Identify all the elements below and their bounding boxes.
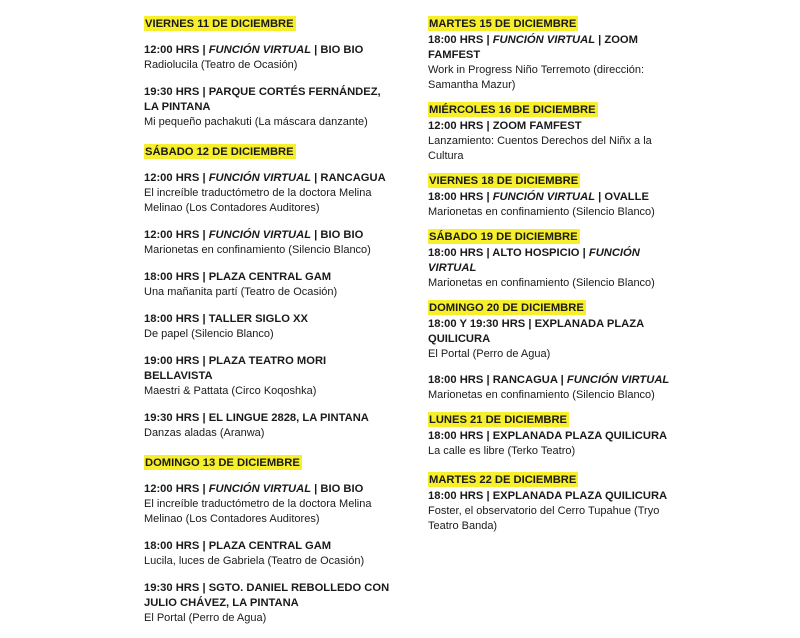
event-item xyxy=(144,539,394,569)
day-heading: VIERNES 11 DE DICIEMBRE xyxy=(145,18,294,30)
day-block xyxy=(428,227,678,291)
event-item xyxy=(428,119,678,164)
event-description: Radiolucila (Teatro de Ocasión) xyxy=(144,59,298,71)
event-time-location: 18:00 Y 19:30 HRS | EXPLANADA PLAZA QUILICURA xyxy=(428,318,644,345)
event-time-location: 18:00 HRS | ALTO HOSPICIO | FUNCIÓN VIRTUAL xyxy=(428,247,640,274)
event-time-location: 12:00 HRS | ZOOM FAMFEST xyxy=(428,120,582,132)
event-item xyxy=(144,270,394,300)
event-description: Maestri & Pattata (Circo Koqoshka) xyxy=(144,385,317,397)
event-time-location: 18:00 HRS | EXPLANADA PLAZA QUILICURA xyxy=(428,430,668,442)
day-heading: DOMINGO 13 DE DICIEMBRE xyxy=(145,457,300,469)
event-description: La calle es libre (Terko Teatro) xyxy=(428,445,576,457)
event-item xyxy=(428,317,678,362)
event-description: Marionetas en confinamiento (Silencio Blanco) xyxy=(428,206,655,218)
day-block xyxy=(428,171,678,220)
day-block xyxy=(428,14,678,93)
event-time-location: 18:00 HRS | RANCAGUA | FUNCIÓN VIRTUAL xyxy=(428,374,670,386)
event-description: De papel (Silencio Blanco) xyxy=(144,328,274,340)
day-block xyxy=(428,470,678,534)
event-description: Una mañanita partí (Teatro de Ocasión) xyxy=(144,286,338,298)
event-item xyxy=(144,411,394,441)
event-item xyxy=(428,489,678,534)
day-block xyxy=(428,100,678,164)
event-time-location: 18:00 HRS | PLAZA CENTRAL GAM xyxy=(144,271,332,283)
event-description: Lanzamiento: Cuentos Derechos del Niñx a la Cultura xyxy=(428,135,652,162)
event-time-location: 12:00 HRS | FUNCIÓN VIRTUAL | BIO BIO xyxy=(144,483,364,495)
event-time-location: 19:00 HRS | PLAZA TEATRO MORI BELLAVISTA xyxy=(144,355,327,382)
day-heading: SÁBADO 19 DE DICIEMBRE xyxy=(429,231,578,243)
event-item xyxy=(144,85,394,130)
event-time-location: 18:00 HRS | PLAZA CENTRAL GAM xyxy=(144,540,332,552)
day-heading: MIÉRCOLES 16 DE DICIEMBRE xyxy=(429,104,596,116)
event-item xyxy=(144,43,394,73)
event-time-location: 18:00 HRS | EXPLANADA PLAZA QUILICURA xyxy=(428,490,668,502)
event-time-location: 12:00 HRS | FUNCIÓN VIRTUAL | BIO BIO xyxy=(144,44,364,56)
event-description: Danzas aladas (Aranwa) xyxy=(144,427,265,439)
day-heading: DOMINGO 20 DE DICIEMBRE xyxy=(429,302,584,314)
schedule-column-right xyxy=(428,14,678,541)
day-heading: MARTES 15 DE DICIEMBRE xyxy=(429,18,577,30)
event-item xyxy=(144,581,394,626)
day-heading: MARTES 22 DE DICIEMBRE xyxy=(429,474,577,486)
event-item xyxy=(144,354,394,399)
event-description: El increíble traductómetro de la doctora Melina Melinao (Los Contadores Auditores) xyxy=(144,187,372,214)
event-item xyxy=(428,33,678,93)
event-time-location: 19:30 HRS | SGTO. DANIEL REBOLLEDO CON JULIO CHÁVEZ, LA PINTANA xyxy=(144,582,390,609)
day-heading: SÁBADO 12 DE DICIEMBRE xyxy=(145,146,294,158)
day-block xyxy=(428,410,678,459)
event-description: Marionetas en confinamiento (Silencio Blanco) xyxy=(428,277,655,289)
event-time-location: 18:00 HRS | TALLER SIGLO XX xyxy=(144,313,308,325)
day-heading: LUNES 21 DE DICIEMBRE xyxy=(429,414,568,426)
event-description: Marionetas en confinamiento (Silencio Blanco) xyxy=(144,244,371,256)
event-time-location: 12:00 HRS | FUNCIÓN VIRTUAL | RANCAGUA xyxy=(144,172,386,184)
event-description: El increíble traductómetro de la doctora Melina Melinao (Los Contadores Auditores) xyxy=(144,498,372,525)
event-item xyxy=(144,171,394,216)
event-time-location: 18:00 HRS | FUNCIÓN VIRTUAL | OVALLE xyxy=(428,191,649,203)
event-time-location: 19:30 HRS | PARQUE CORTÉS FERNÁNDEZ, LA PINTANA xyxy=(144,86,381,113)
event-time-location: 19:30 HRS | EL LINGUE 2828, LA PINTANA xyxy=(144,412,369,424)
day-block xyxy=(144,14,394,130)
event-item xyxy=(144,312,394,342)
event-item xyxy=(428,373,678,403)
event-item xyxy=(428,190,678,220)
schedule-column-left xyxy=(144,14,394,638)
event-description: Foster, el observatorio del Cerro Tupahue (Tryo Teatro Banda) xyxy=(428,505,660,532)
event-description: Mi pequeño pachakuti (La máscara danzante) xyxy=(144,116,368,128)
event-description: El Portal (Perro de Agua) xyxy=(428,348,551,360)
event-time-location: 18:00 HRS | FUNCIÓN VIRTUAL | ZOOM FAMFEST xyxy=(428,34,638,61)
day-block xyxy=(144,142,394,441)
event-item xyxy=(428,246,678,291)
day-heading: VIERNES 18 DE DICIEMBRE xyxy=(429,175,579,187)
day-block xyxy=(144,453,394,626)
event-time-location: 12:00 HRS | FUNCIÓN VIRTUAL | BIO BIO xyxy=(144,229,364,241)
event-description: El Portal (Perro de Agua) xyxy=(144,612,267,624)
event-item xyxy=(144,482,394,527)
day-block xyxy=(428,298,678,403)
event-item xyxy=(428,429,678,459)
event-description: Lucila, luces de Gabriela (Teatro de Ocasión) xyxy=(144,555,365,567)
event-description: Work in Progress Niño Terremoto (dirección: Samantha Mazur) xyxy=(428,64,645,91)
event-item xyxy=(144,228,394,258)
event-description: Marionetas en confinamiento (Silencio Blanco) xyxy=(428,389,655,401)
